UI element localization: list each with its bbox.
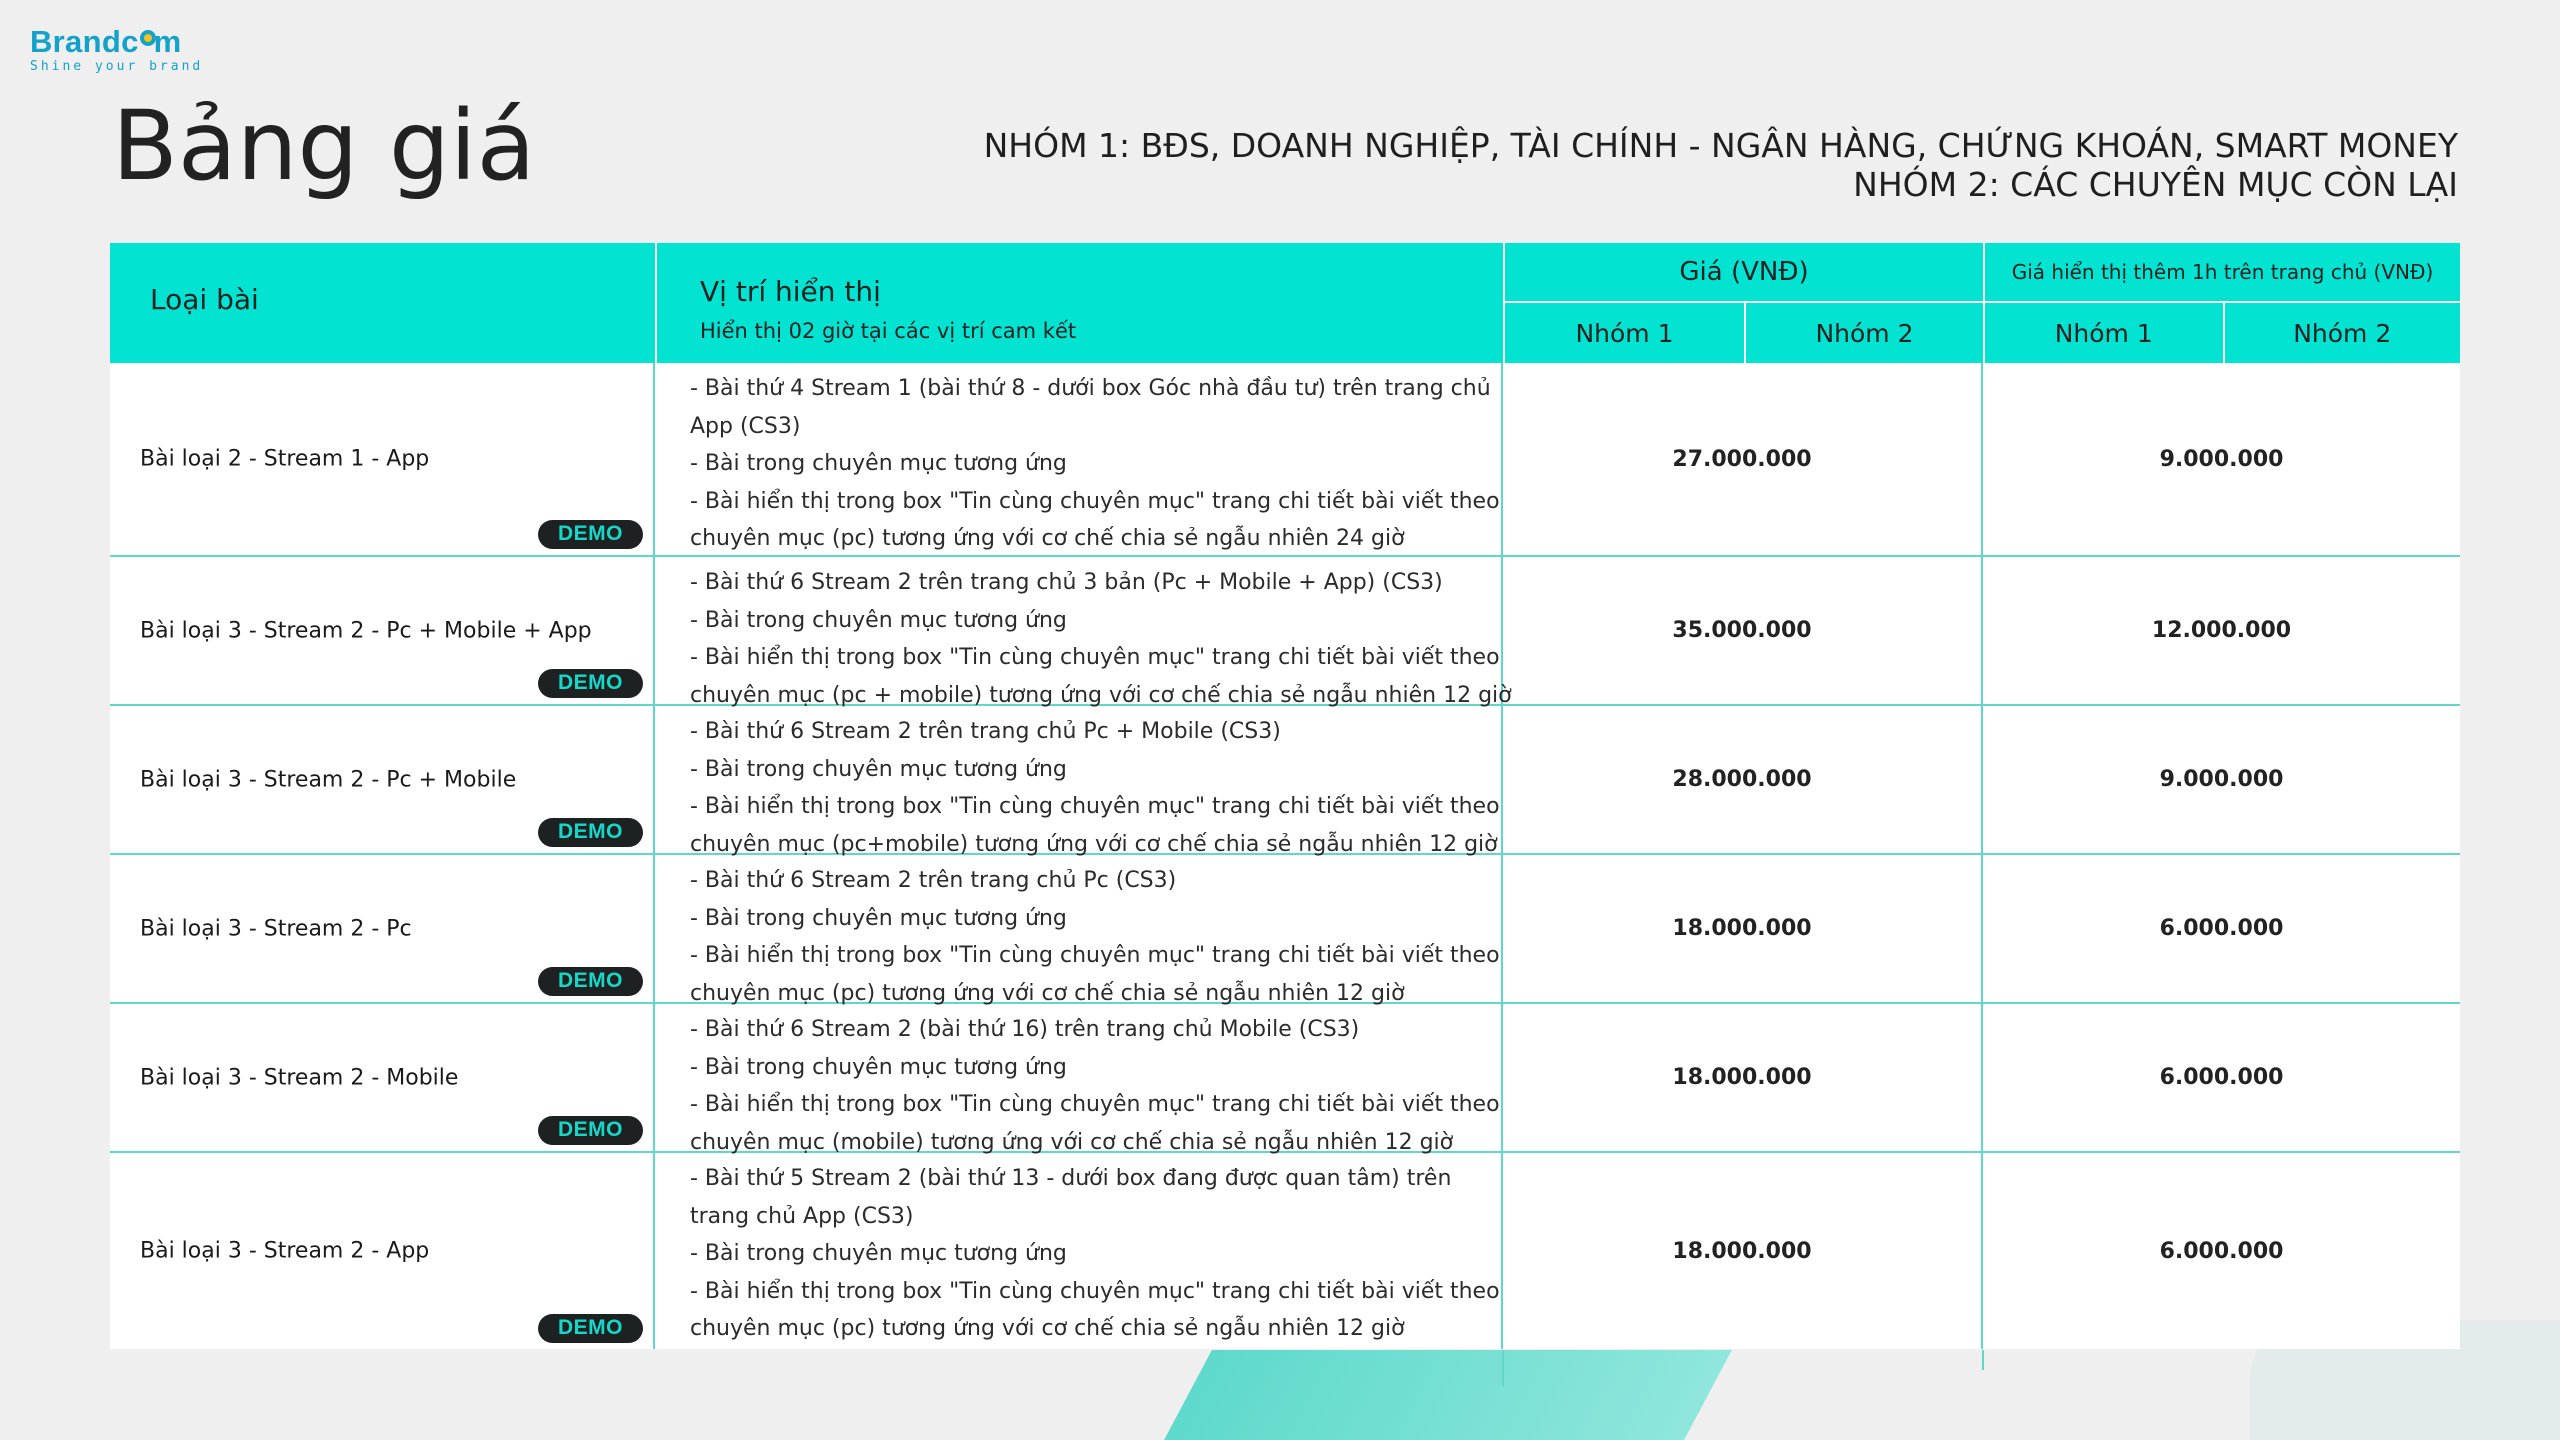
group-notes <box>984 126 2458 204</box>
header-position-sublabel: Hiển thị 02 giờ tại các vị trí cam kết <box>700 319 1077 343</box>
type-cell <box>110 706 655 853</box>
position-line: - Bài hiển thị trong box "Tin cùng chuyên mục" trang chi tiết bài viết theo <box>690 794 1500 819</box>
position-cell <box>655 363 1503 555</box>
brand-logo <box>30 24 203 74</box>
position-line: - Bài trong chuyên mục tương ứng <box>690 607 1067 633</box>
type-cell <box>110 363 655 555</box>
position-cell <box>655 855 1503 1006</box>
extra-price-cell: 6.000.000 <box>2159 1065 2284 1090</box>
extra-price-cell: 6.000.000 <box>2159 1238 2284 1264</box>
header-price-group1: Nhóm 1 <box>1575 318 1674 348</box>
demo-button[interactable]: DEMO <box>538 818 643 847</box>
position-line: - Bài hiển thị trong box "Tin cùng chuyên mục" trang chi tiết bài viết theo <box>690 488 1500 514</box>
position-line: - Bài hiển thị trong box "Tin cùng chuyên mục" trang chi tiết bài viết theo <box>690 943 1500 968</box>
demo-button[interactable]: DEMO <box>538 1314 643 1343</box>
price-cell: 35.000.000 <box>1503 557 1983 704</box>
position-line: - Bài thứ 4 Stream 1 (bài thứ 8 - dưới box Góc nhà đầu tư) trên trang chủ <box>690 376 1491 401</box>
position-line: - Bài hiển thị trong box "Tin cùng chuyên mục" trang chi tiết bài viết theo <box>690 1092 1500 1117</box>
position-cell <box>655 1004 1503 1155</box>
type-cell <box>110 1153 655 1349</box>
position-line: chuyên mục (mobile) tương ứng với cơ chế chia sẻ ngẫu nhiên 12 giờ <box>690 1129 1454 1155</box>
position-line: chuyên mục (pc+mobile) tương ứng với cơ chế chia sẻ ngẫu nhiên 12 giờ <box>690 831 1498 857</box>
demo-button[interactable]: DEMO <box>538 669 643 698</box>
column-divider-extension <box>1502 1350 1504 1386</box>
type-label: Bài loại 3 - Stream 2 - Pc <box>140 916 412 941</box>
position-line: trang chủ App (CS3) <box>690 1203 914 1229</box>
logo-wordmark <box>30 24 203 60</box>
position-line: - Bài trong chuyên mục tương ứng <box>690 1054 1067 1080</box>
position-line: - Bài thứ 6 Stream 2 (bài thứ 16) trên trang chủ Mobile (CS3) <box>690 1017 1360 1042</box>
position-cell <box>655 706 1503 857</box>
position-cell <box>655 1153 1503 1349</box>
table-row <box>110 1004 2460 1153</box>
position-line: - Bài thứ 6 Stream 2 trên trang chủ Pc (CS3) <box>690 868 1177 893</box>
extra-price-cell: 12.000.000 <box>2151 618 2292 643</box>
position-line: - Bài trong chuyên mục tương ứng <box>690 1241 1067 1266</box>
header-type <box>110 243 655 363</box>
header-extra-label: Giá hiển thị thêm 1h trên trang chủ (VNĐ) <box>1985 243 2460 303</box>
type-label: Bài loại 3 - Stream 2 - App <box>140 1238 430 1264</box>
type-cell <box>110 1004 655 1151</box>
price-cell: 18.000.000 <box>1503 1004 1983 1151</box>
demo-button[interactable]: DEMO <box>538 520 643 549</box>
position-line: - Bài trong chuyên mục tương ứng <box>690 451 1067 476</box>
position-line: chuyên mục (pc + mobile) tương ứng với cơ chế chia sẻ ngẫu nhiên 12 giờ <box>690 682 1512 708</box>
logo-tagline: Shine your brand <box>30 59 204 74</box>
table-row <box>110 1153 2460 1349</box>
table-row <box>110 363 2460 557</box>
group-note-1: NHÓM 1: BĐS, DOANH NGHIỆP, TÀI CHÍNH - NGÂN HÀNG, CHỨNG KHOÁN, SMART MONEY <box>983 126 2458 165</box>
position-line: chuyên mục (pc) tương ứng với cơ chế chia sẻ ngẫu nhiên 12 giờ <box>690 980 1405 1006</box>
position-line: - Bài thứ 6 Stream 2 trên trang chủ Pc + Mobile (CS3) <box>690 719 1281 744</box>
logo-word-end: m <box>153 24 182 59</box>
decorative-strip <box>1148 1350 1732 1440</box>
extra-price-cell: 6.000.000 <box>2159 916 2284 941</box>
price-cell: 18.000.000 <box>1503 1153 1983 1349</box>
table-row <box>110 706 2460 855</box>
header-extra <box>1983 243 2460 363</box>
position-line: - Bài hiển thị trong box "Tin cùng chuyên mục" trang chi tiết bài viết theo <box>690 645 1500 670</box>
position-line: - Bài trong chuyên mục tương ứng <box>690 756 1067 782</box>
price-table <box>110 243 2460 1349</box>
page-title: Bảng giá <box>112 90 536 202</box>
extra-price-cell: 9.000.000 <box>2159 767 2284 792</box>
header-extra-group2: Nhóm 2 <box>2223 303 2461 363</box>
column-divider-extension <box>1982 1350 1984 1370</box>
position-line: chuyên mục (pc) tương ứng với cơ chế chia sẻ ngẫu nhiên 24 giờ <box>690 526 1405 551</box>
group-note-2: NHÓM 2: CÁC CHUYÊN MỤC CÒN LẠI <box>1853 165 2458 204</box>
header-price <box>1503 243 1983 363</box>
logo-word-start: Brandc <box>30 24 139 59</box>
position-line: - Bài thứ 5 Stream 2 (bài thứ 13 - dưới box đang được quan tâm) trên <box>690 1166 1452 1191</box>
header-type-label: Loại bài <box>150 283 259 316</box>
table-row <box>110 557 2460 706</box>
table-body <box>110 363 2460 1349</box>
demo-button[interactable]: DEMO <box>538 1116 643 1145</box>
price-cell: 28.000.000 <box>1503 706 1983 853</box>
header-extra-group1: Nhóm 1 <box>2054 318 2153 348</box>
type-label: Bài loại 2 - Stream 1 - App <box>140 446 430 472</box>
header-price-group2: Nhóm 2 <box>1744 303 1983 363</box>
header-position-label: Vị trí hiển thị <box>700 275 881 308</box>
position-line: App (CS3) <box>690 413 801 439</box>
table-row <box>110 855 2460 1004</box>
position-cell <box>655 557 1512 708</box>
position-line: - Bài thứ 6 Stream 2 trên trang chủ 3 bản (Pc + Mobile + App) (CS3) <box>690 570 1443 595</box>
type-label: Bài loại 3 - Stream 2 - Pc + Mobile + App <box>140 618 592 643</box>
type-cell <box>110 557 655 704</box>
extra-price-cell: 9.000.000 <box>2159 446 2284 472</box>
header-price-label: Giá (VNĐ) <box>1505 243 1983 303</box>
position-line: - Bài trong chuyên mục tương ứng <box>690 905 1067 931</box>
price-cell: 18.000.000 <box>1503 855 1983 1002</box>
position-line: chuyên mục (pc) tương ứng với cơ chế chia sẻ ngẫu nhiên 12 giờ <box>690 1316 1405 1341</box>
type-label: Bài loại 3 - Stream 2 - Mobile <box>140 1065 459 1090</box>
type-label: Bài loại 3 - Stream 2 - Pc + Mobile <box>140 767 517 792</box>
price-cell: 27.000.000 <box>1503 363 1983 555</box>
table-header <box>110 243 2460 363</box>
position-line: - Bài hiển thị trong box "Tin cùng chuyên mục" trang chi tiết bài viết theo <box>690 1278 1500 1304</box>
header-position <box>655 243 1503 363</box>
demo-button[interactable]: DEMO <box>538 967 643 996</box>
type-cell <box>110 855 655 1002</box>
